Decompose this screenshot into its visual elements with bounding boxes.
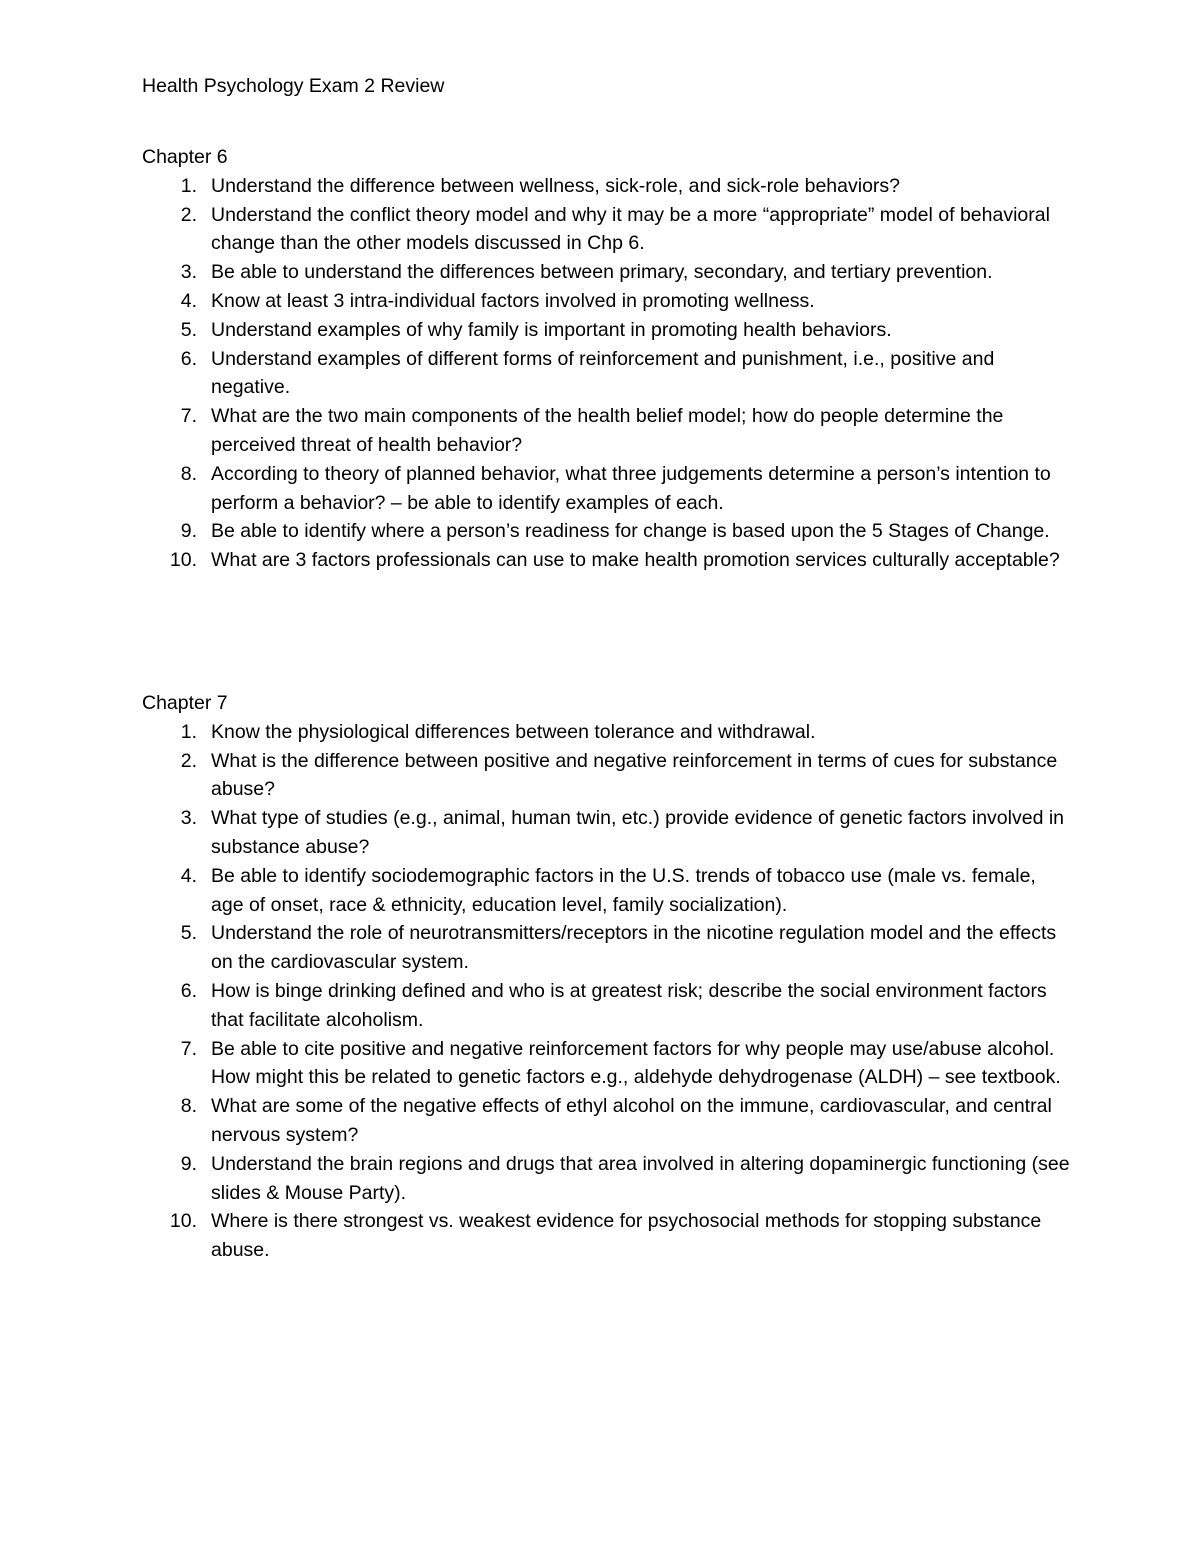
question-item bbox=[142, 1150, 1072, 1208]
chapter-heading: Chapter 6 bbox=[142, 146, 228, 168]
document-title: Health Psychology Exam 2 Review bbox=[142, 75, 445, 97]
question-item bbox=[142, 201, 1072, 259]
question-item bbox=[142, 804, 1072, 862]
question-text: What are the two main components of the health belief model; how do people determine the perceived threat of health behavior? bbox=[211, 405, 1004, 456]
question-text: What type of studies (e.g., animal, human twin, etc.) provide evidence of genetic factors involved in substance abuse? bbox=[211, 807, 1065, 858]
question-item bbox=[142, 258, 1072, 287]
question-item bbox=[142, 747, 1072, 805]
question-number: 4. bbox=[180, 289, 197, 312]
question-number: 9. bbox=[180, 520, 197, 543]
question-text: Be able to identify sociodemographic factors in the U.S. trends of tobacco use (male vs. female, age of onset, race & ethnicity, education level, family socialization). bbox=[211, 864, 1036, 916]
question-number: 10. bbox=[169, 1210, 197, 1233]
question-item bbox=[142, 718, 1072, 747]
question-number: 9. bbox=[180, 1152, 197, 1175]
question-number: 3. bbox=[180, 807, 197, 830]
question-item bbox=[142, 172, 1072, 201]
question-text: Understand the role of neurotransmitters/receptors in the nicotine regulation model and the effects on the cardiovascular system. bbox=[211, 922, 1057, 974]
question-text: What are 3 factors professionals can use to make health promotion services culturally acceptable? bbox=[211, 549, 1060, 572]
question-number: 8. bbox=[180, 462, 197, 485]
question-item bbox=[142, 316, 1072, 345]
question-text: Be able to understand the differences between primary, secondary, and tertiary prevention. bbox=[211, 261, 993, 284]
question-item bbox=[142, 977, 1072, 1035]
question-list bbox=[142, 718, 1072, 1265]
question-item bbox=[142, 546, 1072, 575]
question-text: Understand examples of why family is important in promoting health behaviors. bbox=[211, 318, 892, 341]
question-number: 6. bbox=[180, 979, 197, 1002]
question-number: 2. bbox=[180, 749, 197, 772]
question-text: Understand the brain regions and drugs that area involved in altering dopaminergic functioning (see slides & Mouse Party). bbox=[211, 1152, 1070, 1204]
question-item bbox=[142, 862, 1072, 920]
question-text: How is binge drinking defined and who is at greatest risk; describe the social environment factors that facilitate alcoholism. bbox=[211, 979, 1047, 1031]
chapter-7-section bbox=[142, 689, 1072, 1265]
question-text: Know the physiological differences between tolerance and withdrawal. bbox=[211, 720, 816, 743]
question-item bbox=[142, 287, 1072, 316]
question-text: Understand the conflict theory model and why it may be a more “appropriate” model of behavioral change than the other models discussed in Chp 6. bbox=[211, 203, 1050, 255]
question-number: 7. bbox=[180, 1037, 197, 1060]
question-number: 10. bbox=[169, 549, 197, 572]
question-text: Be able to identify where a person’s readiness for change is based upon the 5 Stages of Change. bbox=[211, 520, 1050, 543]
question-item bbox=[142, 517, 1072, 546]
question-text: Understand examples of different forms of reinforcement and punishment, i.e., positive and negative. bbox=[211, 347, 995, 399]
question-item bbox=[142, 460, 1072, 518]
question-item bbox=[142, 1035, 1072, 1093]
question-text: Be able to cite positive and negative reinforcement factors for why people may use/abuse alcohol. How might this be related to genetic factors e.g., aldehyde dehydrogenase (ALDH) – see textbook. bbox=[211, 1037, 1061, 1089]
question-text: Where is there strongest vs. weakest evidence for psychosocial methods for stopping substance abuse. bbox=[211, 1210, 1042, 1262]
question-text: According to theory of planned behavior, what three judgements determine a person’s intention to perform a behavior? – be able to identify examples of each. bbox=[211, 462, 1051, 514]
question-text: What are some of the negative effects of ethyl alcohol on the immune, cardiovascular, and central nervous system? bbox=[211, 1095, 1052, 1146]
question-number: 5. bbox=[180, 922, 197, 945]
question-number: 4. bbox=[180, 864, 197, 887]
question-number: 1. bbox=[180, 720, 197, 743]
question-number: 6. bbox=[180, 347, 197, 370]
question-number: 2. bbox=[180, 203, 197, 226]
question-number: 7. bbox=[180, 405, 197, 428]
question-item bbox=[142, 402, 1072, 460]
chapter-heading: Chapter 7 bbox=[142, 692, 228, 714]
question-item bbox=[142, 345, 1072, 403]
question-text: Know at least 3 intra-individual factors involved in promoting wellness. bbox=[211, 289, 815, 312]
question-item bbox=[142, 919, 1072, 977]
question-item bbox=[142, 1207, 1072, 1265]
question-number: 5. bbox=[180, 318, 197, 341]
question-text: Understand the difference between wellness, sick-role, and sick-role behaviors? bbox=[211, 174, 901, 197]
question-text: What is the difference between positive and negative reinforcement in terms of cues for substance abuse? bbox=[211, 749, 1058, 801]
chapter-6-section bbox=[142, 143, 1072, 575]
question-number: 8. bbox=[180, 1095, 197, 1118]
question-item bbox=[142, 1092, 1072, 1150]
question-number: 1. bbox=[180, 174, 197, 197]
question-list bbox=[142, 172, 1072, 575]
question-number: 3. bbox=[180, 261, 197, 284]
